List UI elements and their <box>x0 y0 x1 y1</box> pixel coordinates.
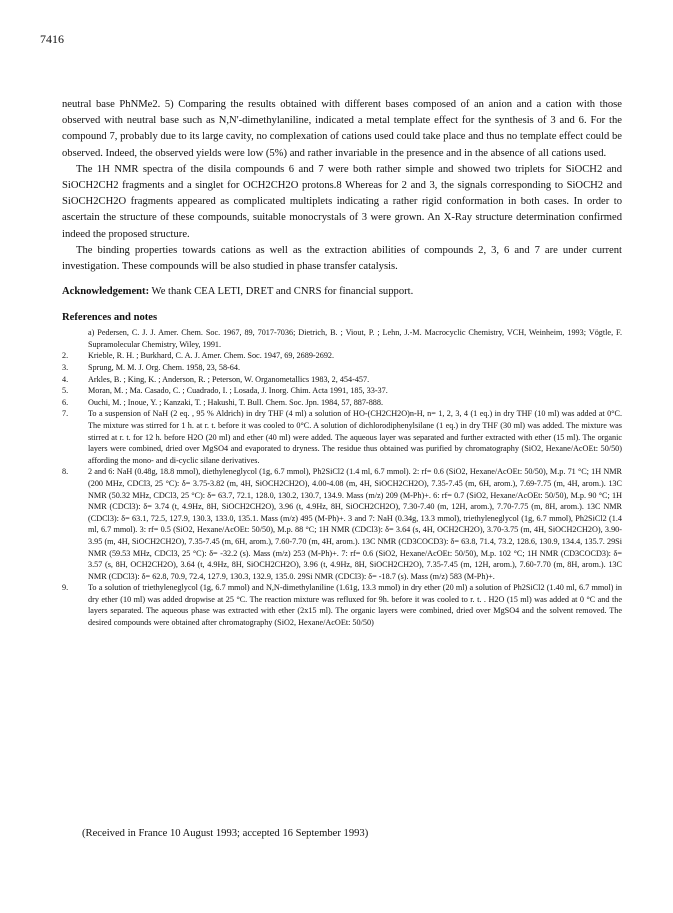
reference-item <box>62 397 622 409</box>
acknowledgement-label: Acknowledgement: <box>62 286 150 298</box>
acknowledgement-text: We thank CEA LETI, DRET and CNRS for financial support. <box>149 286 414 298</box>
reference-number: 5. <box>62 386 69 396</box>
reference-item <box>62 385 622 397</box>
reference-text: To a suspension of NaH (2 eq. , 95 % Aldrich) in dry THF (4 ml) a solution of HO-(CH2CH2O)n-H, n= 1, 2, 3, 4 (1 eq.) in dry THF (10 ml) was added at 0°C. The mixture was stirred for 1 h. at r. t. before it was cooled to 0°C. A solution of dichlorodiphenylsilane (1 eq.) in dry THF (30 ml) was added. The mixture was stirred at r. t. for 12 h. before H2O (20 ml) and ether (40 ml) were added. The aqueous layer was separated and further extracted with ether (15 ml). The organic layers were combined, dried over MgSO4 and evaporated to dryness. The residue thus obtained was purified by chromatography (SiO2, Hexane/AcOEt: 50/50) affording the mono- and di-cyclic silane derivatives. <box>88 409 622 465</box>
body-paragraph: The 1H NMR spectra of the disila compounds 6 and 7 were both rather simple and showed two triplets for SiOCH2 and SiOCH2CH2 fragments and a singlet for OCH2CH2O protons.8 Whereas for 2 and 3, the signals corresponding to SiOCH2 and SiOCH2CH2O fragments appeared as complicated multiplets indicating a rather rigid conformation in both cases. In order to ascertain the structure of these compounds, suitable monocrystals of 3 were grown. An X-Ray structure determination confirmed indeed the proposed structure. <box>62 163 622 240</box>
reference-text: Ouchi, M. ; Inoue, Y. ; Kanzaki, T. ; Hakushi, T. Bull. Chem. Soc. Jpn. 1984, 57, 887-888. <box>88 397 384 407</box>
reference-number: 3. <box>62 363 69 373</box>
reference-item <box>62 350 622 362</box>
reference-text: Sprung, M. M. J. Org. Chem. 1958, 23, 58-64. <box>88 363 241 373</box>
reference-text: Moran, M. ; Ma. Casado, C. ; Cuadrado, I. ; Losada, J. Inorg. Chim. Acta 1991, 185, 33-37. <box>88 386 388 396</box>
reference-number: 6. <box>62 397 69 407</box>
reference-number <box>62 327 88 350</box>
reference-text: Krieble, R. H. ; Burkhard, C. A. J. Amer. Chem. Soc. 1947, 69, 2689-2692. <box>88 351 335 361</box>
received-date: (Received in France 10 August 1993; accepted 16 September 1993) <box>82 828 369 839</box>
article-body <box>62 97 622 629</box>
reference-text: 2 and 6: NaH (0.48g, 18.8 mmol), diethyleneglycol (1g, 6.7 mmol), Ph2SiCl2 (1.4 ml, 6.7 mmol). 2: rf= 0.6 (SiO2, Hexane/AcOEt: 50/50), M.p. 71 °C; 1H NMR (200 MHz, CDCl3, 25 °C): δ= 3.75-3.82 (m, 4H, SiOCH2CH2O), 4.00-4.08 (m, 4H, SiOCH2CH2O), 7.35-7.45 (m, 6H, arom.), 7.69-7.75 (m, 4H, arom.). 13C NMR (50.32 MHz, CDCl3, 25 °C): δ= 63.7, 72.1, 128.0, 130.2, 130.7, 134.9. Mass (m/z) 209 (M-Ph)+. 6: rf= 0.7 (SiO2, Hexane/AcOEt: 50/50), M.p. 90 °C; 1H NMR (CDCl3): δ= 3.74 (t, 4.9Hz, 8H, SiOCH2CH2O), 3.96 (t, 4.9Hz, 8H, SiOCH2CH2O), 7.30-7.40 (m, 12H, arom.), 7.70-7.75 (m, 8H, arom.). 13C NMR (CDCl3): δ= 63.1, 72.5, 127.9, 130.3, 133.0, 135.1. Mass (m/z) 495 (M-Ph)+. 3 and 7: NaH (0.34g, 13.3 mmol), triethyleneglycol (1g, 6.7 mmol), Ph2SiCl2 (1.4 ml, 6.7 mmol). 3: rf= 0.5 (SiO2, Hexane/AcOEt: 50/50), M.p. 88 °C; 1H NMR (CDCl3): δ= 3.64 (s, 4H, OCH2CH2O), 3.70-3.75 (m, 4H, SiOCH2CH2O), 3.90-3.95 (m, 4H, SiOCH2CH2O), 7.35-7.45 (m, 6H, arom.), 7.60-7.70 (m, 4H, arom.). 13C NMR (CD3COCD3): δ= 63.8, 71.4, 73.2, 128.6, 130.9, 134.4, 135.7. 29Si NMR (59.53 MHz, CDCl3, 25 °C): δ= -32.2 (s). Mass (m/z) 253 (M-Ph)+. 7: rf= 0.6 (SiO2, Hexane/AcOEt: 50/50), M.p. 102 °C; 1H NMR (CD3COCD3): δ= 3.57 (s, 8H, OCH2CH2O), 3.64 (t, 4.9Hz, 8H, SiOCH2CH2O), 3.96 (t, 4.9Hz, 8H, SiOCH2CH2O), 7.35-7.45 (m, 12H, arom.), 7.60-7.70 (m, 8H, arom.). 13C NMR (CDCl3): δ= 62.8, 70.9, 72.4, 127.9, 130.3, 132.9, 135.0. 29Si NMR (CDCl3): δ= -18.7 (s). Mass (m/z) 583 (M-Ph)+. <box>88 467 622 581</box>
reference-text: To a solution of triethyleneglycol (1g, 6.7 mmol) and N,N-dimethylaniline (1.61g, 13.3 mmol) in dry ether (20 ml) a solution of Ph2SiCl2 (1.40 ml, 6.7 mmol) in dry ether (10 ml) was added dropwise at 25 °C. The reaction mixture was refluxed for 9h. before it was cooled to r. t. . H2O (15 ml) was added at 0 °C and the layers separated. The aqueous phase was extracted with ether (2x15 ml). The organic layers were combined, dried over MgSO4 and the solvent removed. The desired compounds were obtained after chromatography (SiO2, Hexane/AcOEt: 50/50) <box>88 583 622 628</box>
reference-item <box>62 408 622 466</box>
reference-number: 4. <box>62 374 69 384</box>
reference-item <box>62 327 622 350</box>
reference-number: 2. <box>62 351 69 361</box>
reference-text: a) Pedersen, C. J. J. Amer. Chem. Soc. 1967, 89, 7017-7036; Dietrich, B. ; Viout, P. ; Lehn, J.-M. Macrocyclic Chemistry, VCH, Weinheim, 1993; Vögtle, F. Supramolecular Chemistry, Wiley, 1991. <box>88 328 622 349</box>
body-paragraph: The binding properties towards cations as well as the extraction abilities of compounds 2, 3, 6 and 7 are under current investigation. These compounds will be also studied in phase transfer catalysis. <box>62 244 622 273</box>
reference-number: 8. <box>62 467 69 477</box>
reference-number: 7. <box>62 409 69 419</box>
body-paragraph: neutral base PhNMe2. 5) Comparing the results obtained with different bases composed of an anion and a cation with those observed with neutral base such as N,N'-dimethylaniline, indicated a metal template effect for the synthesis of 3 and 6. For the compound 7, probably due to its large cavity, no complexation of cations used could take place and thus no template effect could be observed. Indeed, the observed yields were low (5%) and rather invariable in the presence and in the absence of all cations used. <box>62 99 622 159</box>
reference-item <box>62 362 622 374</box>
reference-text: Arkles, B. ; King, K. ; Anderson, R. ; Peterson, W. Organometallics 1983, 2, 454-457. <box>88 374 370 384</box>
references-heading: References and notes <box>62 312 158 324</box>
reference-item <box>62 466 622 582</box>
references-list <box>62 327 622 628</box>
reference-number: 9. <box>62 583 69 593</box>
page-number: 7416 <box>40 32 64 46</box>
acknowledgement <box>62 284 622 300</box>
reference-item <box>62 582 622 628</box>
reference-item <box>62 374 622 386</box>
